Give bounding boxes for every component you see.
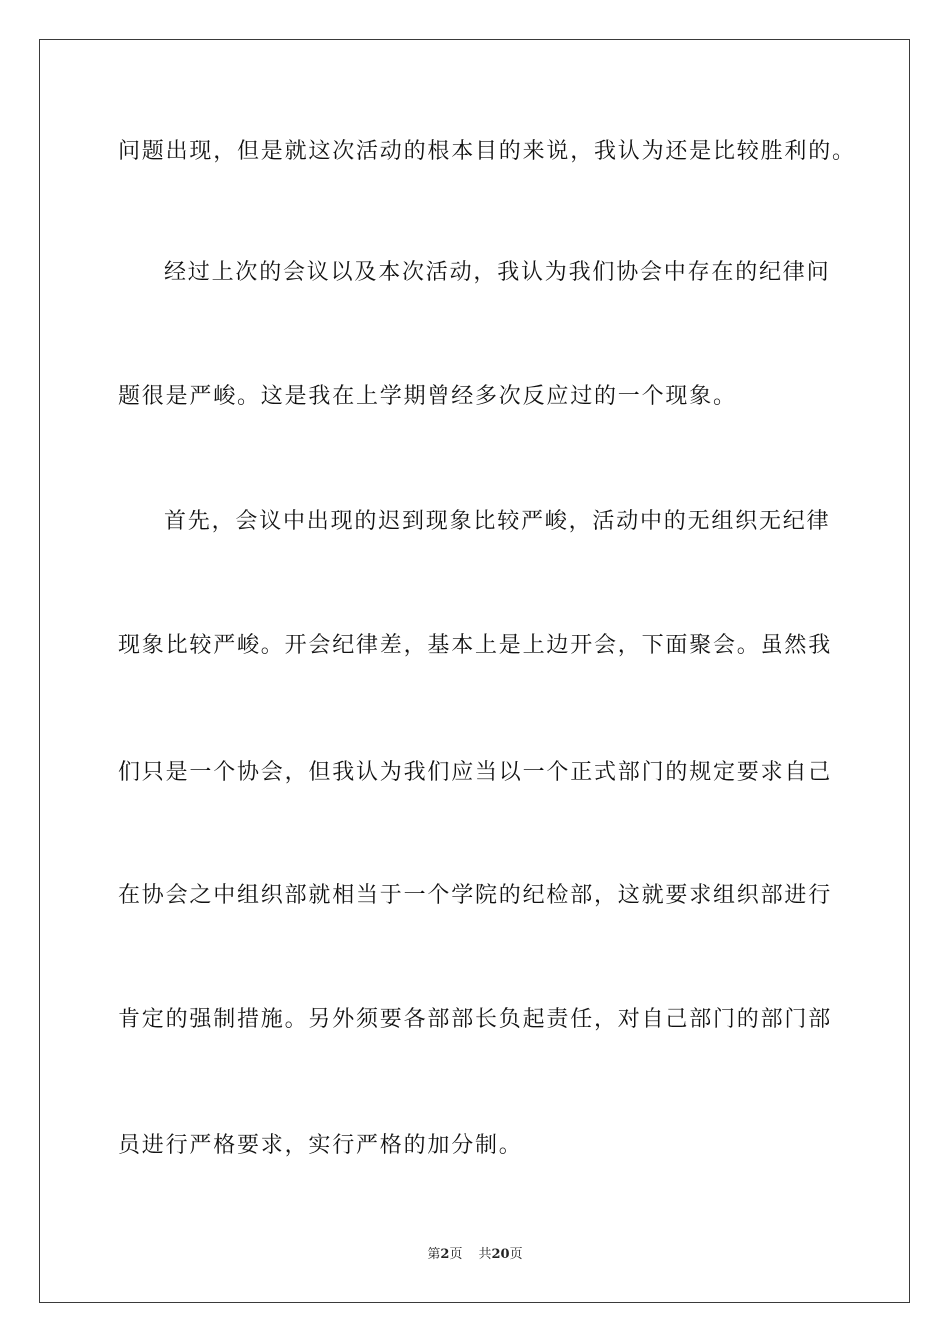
text-line: 题很是严峻。这是我在上学期曾经多次反应过的一个现象。 — [118, 384, 737, 409]
total-pages: 20 — [491, 1247, 510, 1262]
text-line: 在协会之中组织部就相当于一个学院的纪检部，这就要求组织部进行 — [118, 883, 833, 908]
page-prefix: 第 — [427, 1247, 441, 1262]
text-line: 肯定的强制措施。另外须要各部部长负起责任，对自己部门的部门部 — [118, 1007, 833, 1032]
text-line: 们只是一个协会，但我认为我们应当以一个正式部门的规定要求自己 — [118, 760, 833, 785]
text-line: 问题出现，但是就这次活动的根本目的来说，我认为还是比较胜利的。 — [118, 139, 856, 164]
total-suffix: 页 — [509, 1247, 523, 1262]
page-suffix: 页 — [449, 1247, 463, 1262]
text-line: 员进行严格要求，实行严格的加分制。 — [118, 1133, 523, 1158]
text-line: 经过上次的会议以及本次活动，我认为我们协会中存在的纪律问 — [164, 260, 831, 285]
page-number: 2 — [440, 1247, 450, 1262]
page-border — [39, 39, 910, 1303]
total-prefix: 共 — [478, 1247, 492, 1262]
text-line: 现象比较严峻。开会纪律差，基本上是上边开会，下面聚会。虽然我 — [118, 633, 833, 658]
page-footer — [0, 1246, 950, 1264]
text-line: 首先，会议中出现的迟到现象比较严峻，活动中的无组织无纪律 — [164, 509, 831, 534]
